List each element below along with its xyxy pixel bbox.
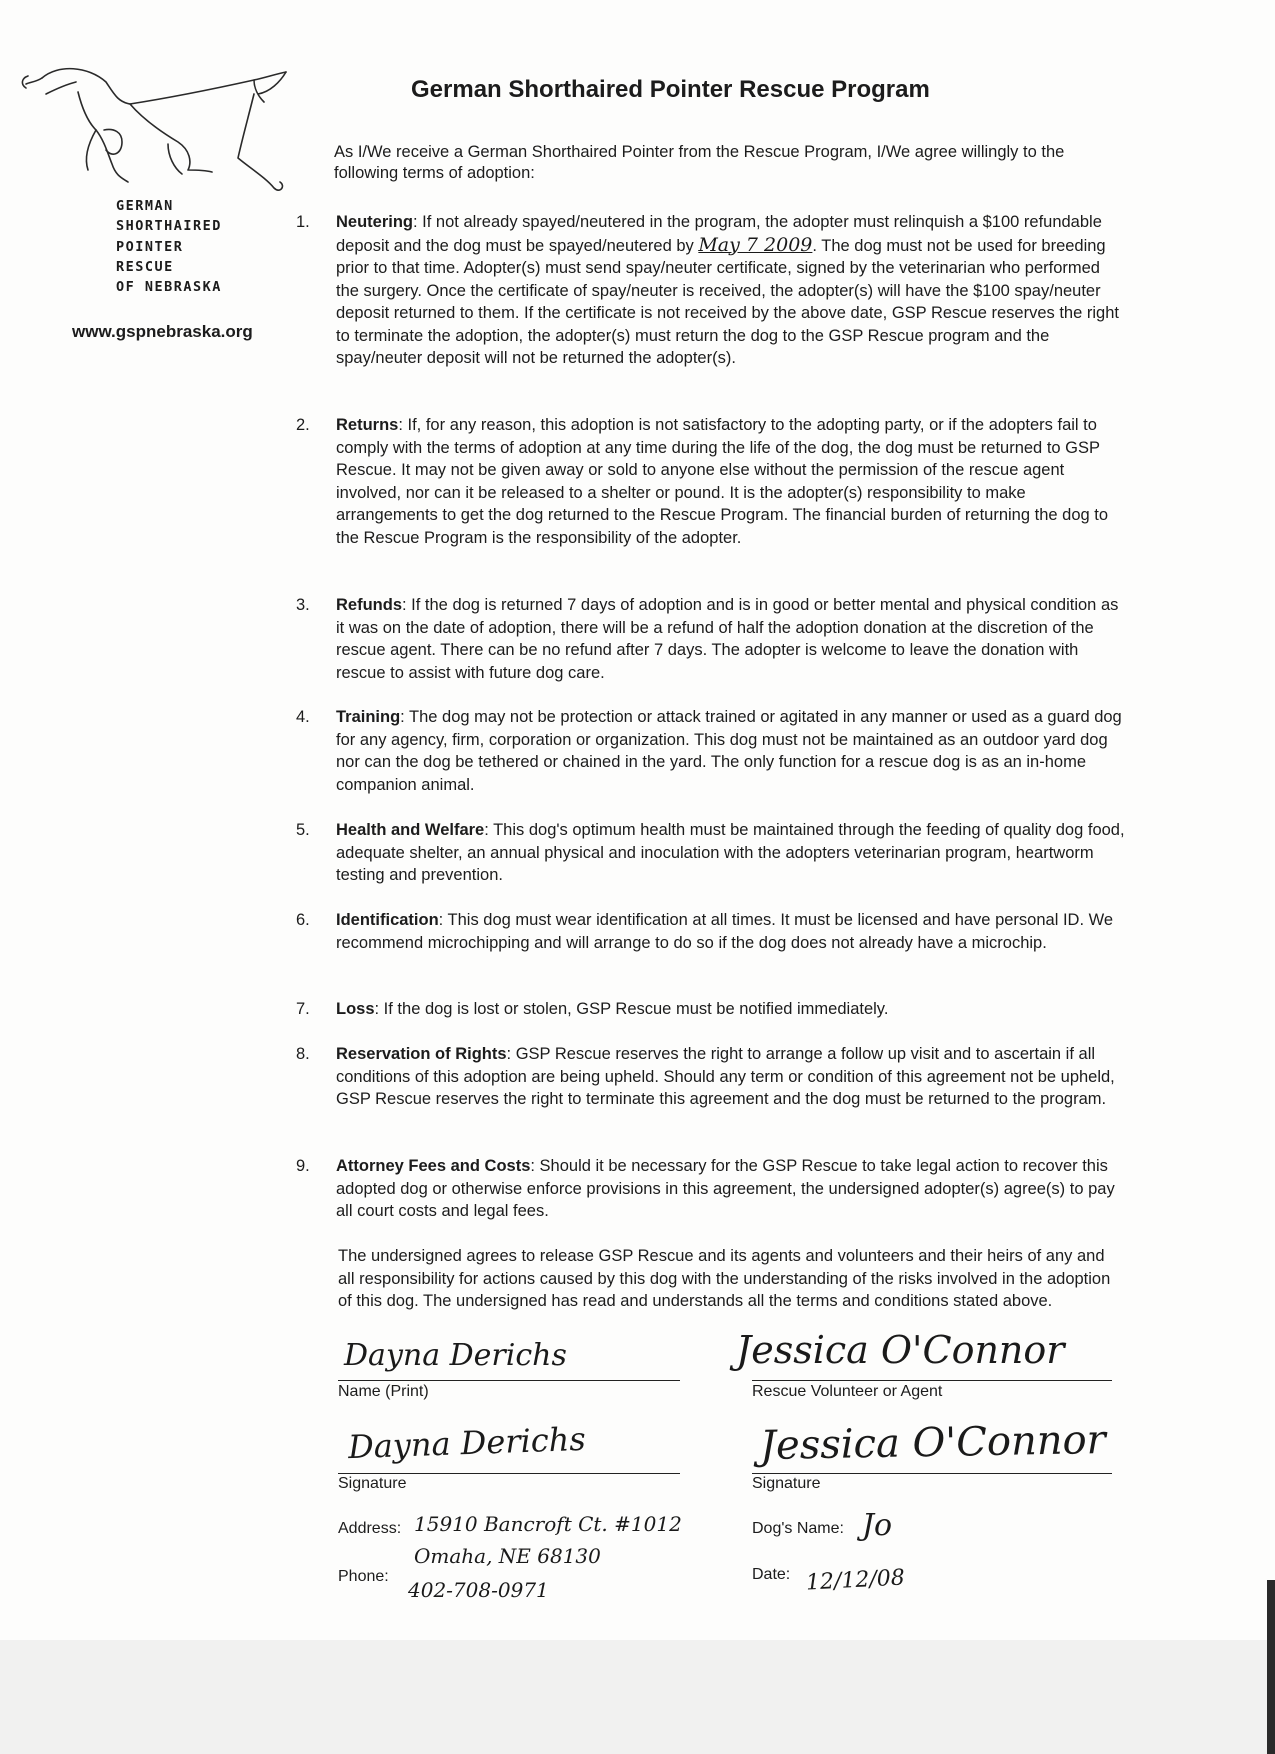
org-name-line: SHORTHAIRED: [116, 218, 222, 235]
term-attorney-fees: [296, 1155, 1126, 1223]
address-line-2: Omaha, NE 68130: [414, 1544, 601, 1568]
term-heading: Attorney Fees and Costs: [336, 1157, 531, 1175]
term-heading: Identification: [336, 911, 439, 929]
document-title: German Shorthaired Pointer Rescue Program: [411, 76, 930, 103]
org-name-line: RESCUE: [116, 258, 174, 275]
date-label: Date:: [752, 1566, 791, 1583]
term-text: : Should it be necessary for the GSP Rescue to take legal action to recover this adopted dog or otherwise enforce provisions in this agreement, the undersigned adopter(s) agree(s) to pay all court costs and legal fees.: [336, 1157, 1115, 1220]
term-returns: [296, 414, 1126, 549]
agent-signature-line: [752, 1473, 1112, 1474]
phone-label: Phone:: [338, 1568, 389, 1585]
website-url: www.gspnebraska.org: [72, 322, 253, 341]
scan-edge-shadow: [1267, 1580, 1275, 1754]
adopter-name-print: Dayna Derichs: [344, 1338, 567, 1373]
term-number: 1.: [296, 213, 310, 231]
closing-paragraph: The undersigned agrees to release GSP Rescue and its agents and volunteers and their heirs of any and all responsibility for actions caused by this dog with the understanding of the risks involved in the adoption of this dog. The undersigned has read and understands all the terms and conditions stated above.: [338, 1247, 1111, 1310]
adopter-signature-label: Signature: [338, 1475, 407, 1492]
term-text: : The dog may not be protection or attack trained or agitated in any manner or used as a guard dog for any agency, firm, corporation or organization. This dog must not be maintained as an outdoor yard dog nor can the dog be tethered or chained in the yard. The only function for a rescue dog is as an in-home companion animal.: [336, 708, 1122, 794]
term-number: 3.: [296, 596, 310, 614]
pointer-dog-logo-icon: [18, 58, 318, 198]
term-text: : If not already spayed/neutered in the program, the adopter must relinquish a $100 refundable deposit and the dog must be spayed/neutered by: [336, 213, 1102, 255]
term-neutering: [296, 211, 1126, 370]
date-value: 12/12/08: [805, 1565, 906, 1596]
term-number: 8.: [296, 1045, 310, 1063]
adopter-signature: Dayna Derichs: [347, 1419, 587, 1467]
org-name-line: OF NEBRASKA: [116, 279, 222, 296]
agent-signature-label: Signature: [752, 1475, 821, 1492]
adopter-signature-line: [338, 1473, 680, 1474]
term-number: 4.: [296, 708, 310, 726]
term-heading: Refunds: [336, 596, 402, 614]
term-number: 7.: [296, 1000, 310, 1018]
term-text: : This dog must wear identification at all times. It must be licensed and have personal ID. We recommend microchipping and will arrange to do so if the dog does not already have a microchip.: [336, 911, 1114, 952]
term-loss: [296, 998, 1126, 1021]
term-identification: [296, 909, 1126, 954]
term-heading: Loss: [336, 1000, 375, 1018]
name-print-label: Name (Print): [338, 1383, 429, 1400]
term-reservation-of-rights: [296, 1043, 1126, 1111]
intro-paragraph: As I/We receive a German Shorthaired Pointer from the Rescue Program, I/We agree willingly to the following terms of adoption:: [334, 143, 1065, 182]
term-number: 6.: [296, 911, 310, 929]
dog-name-value: Jo: [862, 1508, 893, 1543]
term-heading: Training: [336, 708, 401, 726]
dog-name-label: Dog's Name:: [752, 1520, 844, 1537]
term-health-welfare: [296, 819, 1126, 887]
term-heading: Returns: [336, 416, 399, 434]
term-number: 9.: [296, 1157, 310, 1175]
term-heading: Health and Welfare: [336, 821, 485, 839]
address-label: Address:: [338, 1520, 402, 1537]
agent-name-print: Jessica O'Connor: [736, 1328, 1065, 1372]
term-heading: Neutering: [336, 213, 414, 231]
term-text: . The dog must not be used for breeding prior to that time. Adopter(s) must send spay/neuter certificate, signed by the veterinarian who performed the surgery. Once the certificate of spay/neuter is received, the adopter(s) will have the $100 spay/neuter deposit returned to them. If the certificate is not received by the above date, GSP Rescue reserves the right to terminate the adoption, the adopter(s) must return the dog to the GSP Rescue program and the spay/neuter deposit will not be returned the adopter(s).: [336, 236, 1119, 367]
term-text: : If the dog is lost or stolen, GSP Rescue must be notified immediately.: [374, 1000, 889, 1018]
agent-line: [752, 1380, 1112, 1381]
term-number: 5.: [296, 821, 310, 839]
term-text: : GSP Rescue reserves the right to arrange a follow up visit and to ascertain if all conditions of this adoption are being upheld. Should any term or condition of this agreement not be upheld, GSP Rescue reserves the right to terminate this agreement and the dog must be returned to the program.: [336, 1045, 1115, 1108]
organization-name: [116, 196, 222, 297]
term-number: 2.: [296, 416, 310, 434]
handwritten-deadline: May 7 2009: [698, 233, 813, 256]
org-name-line: GERMAN: [116, 198, 174, 214]
agent-label: Rescue Volunteer or Agent: [752, 1383, 943, 1400]
term-text: : If the dog is returned 7 days of adoption and is in good or better mental and physical condition as it was on the date of adoption, there will be a refund of half the adoption donation at the discretion of the rescue agent. There can be no refund after 7 days. The adopter is welcome to leave the donation with rescue to assist with future dog care.: [336, 596, 1119, 682]
phone-value: 402-708-0971: [408, 1578, 549, 1602]
name-line: [338, 1380, 680, 1381]
term-text: : If, for any reason, this adoption is not satisfactory to the adopting party, or if the adopters fail to comply with the terms of adoption at any time during the life of the dog, the dog must be returned to GSP Rescue. It may not be given away or sold to anyone else without the permission of the rescue agent involved, nor can it be released to a shelter or pound. It is the adopter(s) responsibility to make arrangements to get the dog returned to the Rescue Program. The financial burden of returning the dog to the Rescue Program is the responsibility of the adopter.: [336, 416, 1109, 547]
term-text: : This dog's optimum health must be maintained through the feeding of quality dog food, adequate shelter, an annual physical and inoculation with the adopters veterinarian program, heartworm testing and prevention.: [336, 821, 1125, 884]
address-line-1: 15910 Bancroft Ct. #1012: [414, 1512, 682, 1536]
scan-bottom-band: [0, 1640, 1275, 1754]
org-name-line: POINTER: [116, 238, 184, 255]
agent-signature: Jessica O'Connor: [759, 1416, 1107, 1470]
term-heading: Reservation of Rights: [336, 1045, 507, 1063]
term-refunds: [296, 594, 1126, 684]
term-training: [296, 706, 1126, 796]
